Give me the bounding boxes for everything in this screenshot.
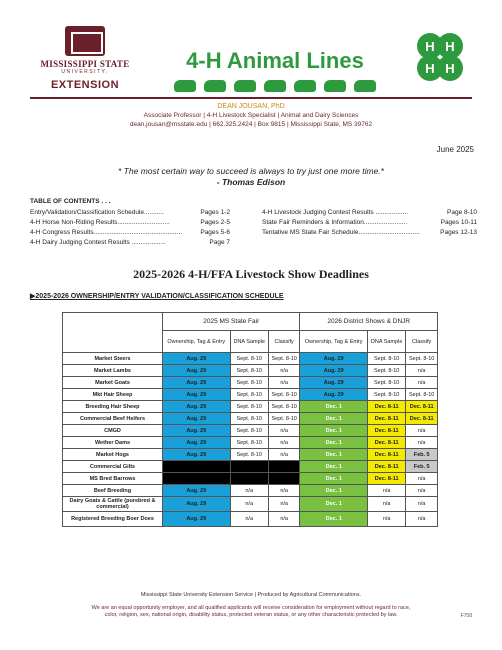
quote-author: - Thomas Edison	[216, 177, 286, 187]
msu-extension-logo	[30, 26, 140, 91]
cell-district-ownership: Aug. 29	[300, 389, 368, 401]
cell-state-dna: Sept. 8-10	[230, 425, 268, 437]
table-row	[63, 497, 438, 512]
cell-state-classify: n/a	[268, 449, 300, 461]
cell-state-dna: Sept. 8-10	[230, 353, 268, 365]
table-row	[63, 449, 438, 461]
contact-name: DEAN JOUSAN, PhD	[217, 103, 285, 110]
cell-state-dna: Sept. 8-10	[230, 377, 268, 389]
col-dna: DNA Sample	[230, 331, 268, 353]
cell-district-classify: n/a	[406, 377, 438, 389]
org-univ: UNIVERSITY.	[61, 69, 109, 75]
cell-district-dna: Sept. 8-10	[367, 353, 405, 365]
toc-entry-label: 4-H Dairy Judging Contest Results ...................	[30, 239, 166, 246]
toc-entry-pages: Pages 5-6	[200, 229, 230, 236]
cell-district-dna: Dec. 8-11	[367, 401, 405, 413]
cell-district-dna: Sept. 8-10	[367, 365, 405, 377]
table-row	[63, 377, 438, 389]
toc-entry-label: 4-H Congress Results.................................................	[30, 229, 183, 236]
toc-entry-label: 4-H Livestock Judging Contest Results ..................	[262, 209, 408, 216]
toc-title: TABLE OF CONTENTS . . .	[30, 198, 111, 205]
cell-state-classify: Sept. 8-10	[268, 401, 300, 413]
toc-entry	[30, 208, 230, 218]
toc-entry	[30, 238, 230, 248]
cell-state-ownership: Aug. 29	[163, 497, 231, 512]
cell-state-classify: n/a	[268, 425, 300, 437]
toc-entry	[262, 208, 477, 218]
cell-state-dna: Sept. 8-10	[230, 437, 268, 449]
table-row	[63, 425, 438, 437]
cell-state-ownership	[163, 473, 231, 485]
cell-state-classify: Sept. 8-10	[268, 413, 300, 425]
table-row	[63, 473, 438, 485]
msu-seal-icon	[65, 26, 105, 56]
row-label: Market Lambs	[63, 365, 163, 377]
cell-state-dna: n/a	[230, 512, 268, 527]
cell-district-classify: n/a	[406, 365, 438, 377]
row-label: Mkt Hair Sheep	[63, 389, 163, 401]
cell-district-dna: n/a	[367, 512, 405, 527]
table-row	[63, 413, 438, 425]
quote-text: * The most certain way to succeed is always to try just one more time.*	[118, 166, 384, 176]
col-classify: Classify	[268, 331, 300, 353]
cell-state-classify	[268, 473, 300, 485]
quote-block	[0, 166, 502, 188]
row-label: Breeding Hair Sheep	[63, 401, 163, 413]
cell-district-ownership: Dec. 1	[300, 413, 368, 425]
cell-state-dna: Sept. 8-10	[230, 365, 268, 377]
row-label: Commercial Gilts	[63, 461, 163, 473]
row-label: Market Goats	[63, 377, 163, 389]
toc-entry-pages: Page 7	[209, 239, 230, 246]
cell-district-dna: Dec. 8-11	[367, 425, 405, 437]
cell-state-classify: n/a	[268, 497, 300, 512]
cell-state-classify: n/a	[268, 512, 300, 527]
cell-state-ownership: Aug. 29	[163, 425, 231, 437]
cell-district-ownership: Dec. 1	[300, 485, 368, 497]
toc-entry	[30, 218, 230, 228]
table-row	[63, 512, 438, 527]
table-row	[63, 485, 438, 497]
4h-clover-icon	[408, 26, 472, 90]
toc-entry-pages: Page 8-10	[447, 209, 477, 216]
cell-district-ownership: Aug. 29	[300, 377, 368, 389]
toc-entry-label: Entry/Validation/Classification Schedule...........	[30, 209, 164, 216]
cell-district-ownership: Dec. 1	[300, 401, 368, 413]
cell-district-ownership: Dec. 1	[300, 512, 368, 527]
toc-entry-pages: Pages 10-11	[440, 219, 477, 226]
cell-district-dna: n/a	[367, 485, 405, 497]
row-label: Market Hogs	[63, 449, 163, 461]
cell-district-classify: n/a	[406, 497, 438, 512]
horse-icon	[174, 80, 196, 92]
schedule-table	[62, 312, 438, 527]
row-label: Wether Dams	[63, 437, 163, 449]
header-divider	[30, 97, 472, 99]
issue-date: June 2025	[436, 145, 474, 154]
sheep-icon	[234, 80, 256, 92]
col-dna: DNA Sample	[367, 331, 405, 353]
cell-district-ownership: Dec. 1	[300, 497, 368, 512]
cow-icon	[324, 80, 346, 92]
row-label: CMGD	[63, 425, 163, 437]
cell-district-dna: Dec. 8-11	[367, 437, 405, 449]
schedule-subtitle: ▶2025-2026 OWNERSHIP/ENTRY VALIDATION/CLASSIFICATION SCHEDULE	[30, 293, 284, 300]
cell-district-classify: Feb. 5	[406, 461, 438, 473]
cell-state-ownership: Aug. 29	[163, 449, 231, 461]
table-row	[63, 401, 438, 413]
cell-district-dna: Sept. 8-10	[367, 377, 405, 389]
footer-eeo-line1: We are an equal opportunity employer, and all qualified applicants will receive consideration for employment without regard to race,	[91, 605, 411, 611]
toc-entry	[30, 228, 230, 238]
cell-district-dna: n/a	[367, 497, 405, 512]
cell-district-classify: n/a	[406, 485, 438, 497]
toc-entry-pages: Pages 12-13	[440, 229, 477, 236]
cell-district-dna: Dec. 8-11	[367, 449, 405, 461]
cell-state-dna: Sept. 8-10	[230, 401, 268, 413]
cell-state-ownership: Aug. 29	[163, 413, 231, 425]
lamb-icon	[354, 80, 376, 92]
group-header-district: 2026 District Shows & DNJR	[300, 313, 438, 331]
cell-state-dna: Sept. 8-10	[230, 389, 268, 401]
cell-state-ownership: Aug. 29	[163, 437, 231, 449]
cell-district-classify: n/a	[406, 437, 438, 449]
cell-state-dna: Sept. 8-10	[230, 449, 268, 461]
cell-district-classify: Dec. 8-11	[406, 401, 438, 413]
toc-entry	[262, 228, 477, 238]
toc-right-column	[262, 208, 477, 238]
cell-state-dna	[230, 473, 268, 485]
cell-district-classify: n/a	[406, 512, 438, 527]
toc-entry-pages: Pages 2-5	[200, 219, 230, 226]
org-extension: EXTENSION	[50, 79, 120, 91]
animal-silhouettes	[170, 80, 380, 92]
toc-entry	[262, 218, 477, 228]
newsletter-title: 4-H Animal Lines	[186, 48, 364, 73]
toc-left-column	[30, 208, 230, 248]
svg-text:H: H	[425, 39, 435, 54]
table-corner	[63, 313, 163, 353]
cell-district-classify: Feb. 5	[406, 449, 438, 461]
cell-district-ownership: Dec. 1	[300, 437, 368, 449]
cell-state-ownership: Aug. 29	[163, 353, 231, 365]
cell-state-classify	[268, 461, 300, 473]
cell-state-ownership: Aug. 29	[163, 377, 231, 389]
page-header	[0, 0, 502, 100]
row-label: Commercial Beef Heifers	[63, 413, 163, 425]
row-label: Market Steers	[63, 353, 163, 365]
cell-state-ownership: Aug. 29	[163, 365, 231, 377]
row-label: Beef Breeding	[63, 485, 163, 497]
cell-state-dna	[230, 461, 268, 473]
svg-text:H: H	[445, 39, 455, 54]
cell-district-ownership: Aug. 29	[300, 365, 368, 377]
toc-entry-pages: Pages 1-2	[200, 209, 230, 216]
cell-district-classify: Dec. 8-11	[406, 413, 438, 425]
group-header-state-fair: 2025 MS State Fair	[163, 313, 300, 331]
cell-state-ownership: Aug. 29	[163, 389, 231, 401]
col-ownership: Ownership, Tag & Entry	[163, 331, 231, 353]
contact-role: Associate Professor | 4-H Livestock Specialist | Animal and Dairy Sciences	[143, 112, 359, 119]
cell-district-ownership: Dec. 1	[300, 473, 368, 485]
row-label: Dairy Goats & Cattle (purebred & commercial)	[63, 497, 163, 512]
table-row	[63, 353, 438, 365]
cell-state-dna: n/a	[230, 485, 268, 497]
cell-district-dna: Dec. 8-11	[367, 473, 405, 485]
cell-district-ownership: Dec. 1	[300, 449, 368, 461]
cell-state-classify: n/a	[268, 377, 300, 389]
goat-icon	[204, 80, 226, 92]
cell-district-classify: Sept. 8-10	[406, 389, 438, 401]
cell-state-dna: Sept. 8-10	[230, 413, 268, 425]
document-id: F758	[460, 613, 472, 619]
svg-text:H: H	[425, 61, 435, 76]
table-row	[63, 389, 438, 401]
section-title: 2025-2026 4-H/FFA Livestock Show Deadlines	[133, 267, 369, 281]
cell-state-classify: n/a	[268, 437, 300, 449]
table-row	[63, 437, 438, 449]
col-ownership: Ownership, Tag & Entry	[300, 331, 368, 353]
cell-district-dna: Dec. 8-11	[367, 413, 405, 425]
cell-state-classify: n/a	[268, 485, 300, 497]
hog-icon	[294, 80, 316, 92]
footer-credit: Mississippi State University Extension Service | Produced by Agricultural Communications.	[140, 592, 362, 598]
cell-state-classify: Sept. 8-10	[268, 389, 300, 401]
cell-district-classify: n/a	[406, 473, 438, 485]
toc-entry-label: Tentative MS State Fair Schedule..................................	[262, 229, 420, 236]
cell-state-dna: n/a	[230, 497, 268, 512]
newsletter-title-block	[170, 48, 380, 92]
svg-text:H: H	[445, 61, 455, 76]
row-label: MS Bred Barrows	[63, 473, 163, 485]
org-name: MISSISSIPPI STATE	[40, 59, 130, 69]
cell-district-dna: Dec. 8-11	[367, 461, 405, 473]
table-row	[63, 461, 438, 473]
contact-block	[0, 102, 502, 129]
cell-state-ownership	[163, 461, 231, 473]
table-row	[63, 365, 438, 377]
cell-state-ownership: Aug. 29	[163, 512, 231, 527]
page-footer	[0, 592, 502, 619]
cell-district-classify: n/a	[406, 425, 438, 437]
cell-district-dna: Sept. 8-10	[367, 389, 405, 401]
cell-state-classify: Sept. 8-10	[268, 353, 300, 365]
cell-district-ownership: Dec. 1	[300, 461, 368, 473]
cell-district-classify: Sept. 8-10	[406, 353, 438, 365]
toc-entry-label: 4-H Horse Non-Riding Results.............................	[30, 219, 170, 226]
steer-icon	[264, 80, 286, 92]
cell-district-ownership: Dec. 1	[300, 425, 368, 437]
toc-entry-label: State Fair Reminders & Information........................	[262, 219, 408, 226]
contact-details: dean.jousan@msstate.edu | 662.325.2424 | Box 9815 | Mississippi State, MS 39762	[129, 121, 373, 128]
cell-district-ownership: Aug. 29	[300, 353, 368, 365]
footer-eeo-line2: color, religion, sex, national origin, disability status, protected veteran status, or any other characteristic protected by law.	[104, 612, 398, 618]
col-classify: Classify	[406, 331, 438, 353]
cell-state-ownership: Aug. 29	[163, 485, 231, 497]
cell-state-classify: n/a	[268, 365, 300, 377]
row-label: Registered Breeding Boer Does	[63, 512, 163, 527]
cell-state-ownership: Aug. 29	[163, 401, 231, 413]
